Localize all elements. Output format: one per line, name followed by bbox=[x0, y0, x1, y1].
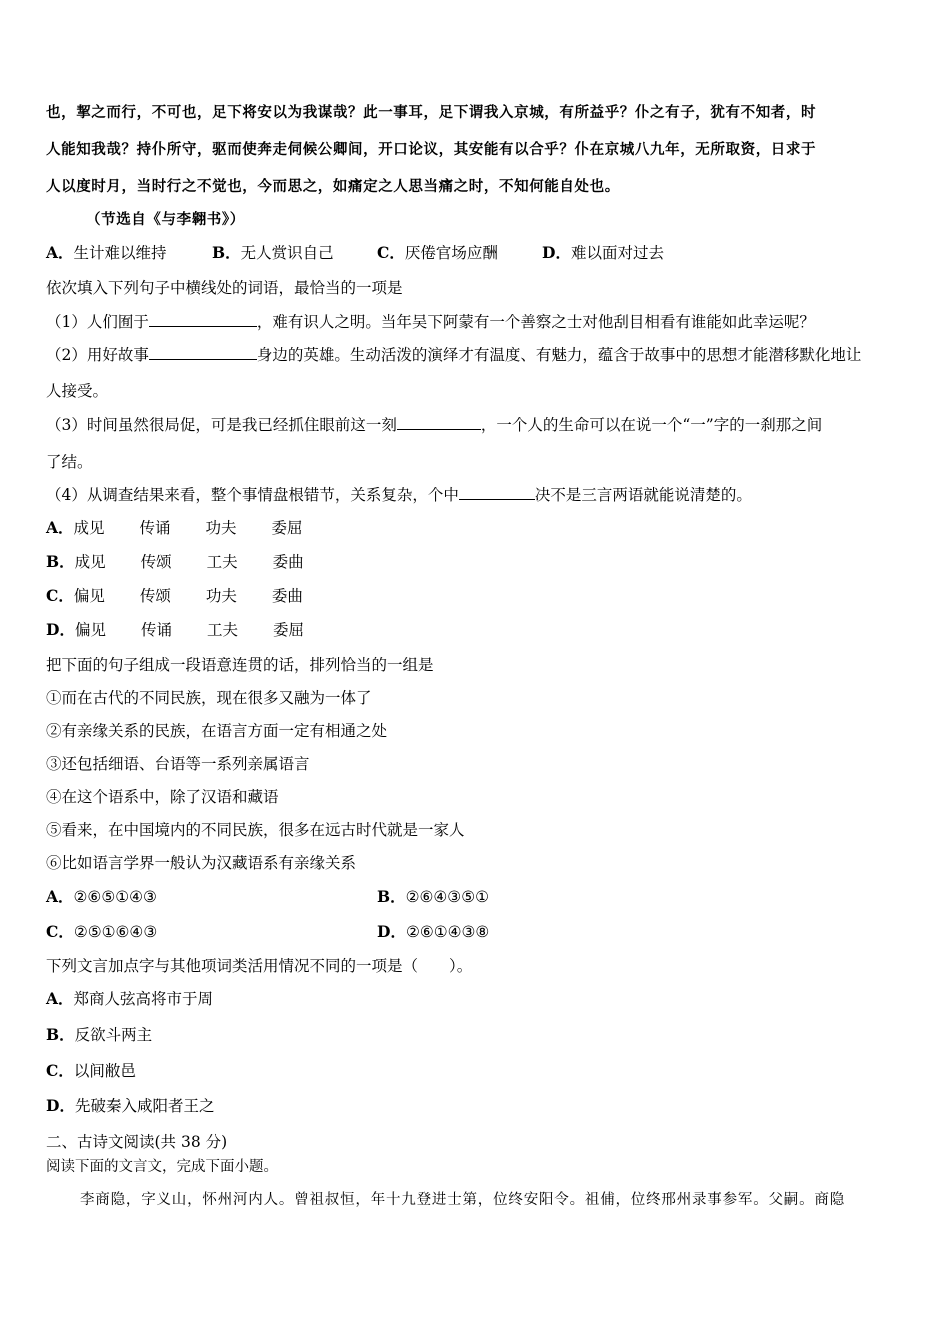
q3-item: ④在这个语系中，除了汉语和藏语 bbox=[46, 788, 279, 806]
q4-option-c: C．以间敝邑 bbox=[46, 1061, 136, 1080]
q2-sentence-1: （1）人们囿于 ，难有识人之明。当年吴下阿蒙有一个善察之士对他刮目相看有谁能如此幸运呢？ bbox=[46, 313, 815, 331]
q3-item: ①而在古代的不同民族，现在很多又融为一体了 bbox=[46, 689, 372, 707]
section-instruction: 阅读下面的文言文，完成下面小题。 bbox=[46, 1159, 278, 1175]
option: A．②⑥⑤①④③ bbox=[46, 887, 157, 906]
q1-options bbox=[46, 243, 664, 263]
q3-options-row-1 bbox=[46, 887, 489, 907]
q2-sentence-4: （4）从调查结果来看，整个事情盘根错节，关系复杂，个中 决不是三言两语就能说清楚的。 bbox=[46, 486, 752, 504]
q2-option-c: C．偏见 传颂 功夫 委曲 bbox=[46, 586, 303, 605]
blank-line bbox=[459, 485, 535, 500]
question-stem: 依次填入下列句子中横线处的词语，最恰当的一项是 bbox=[46, 279, 403, 297]
passage-line: 人以度时月，当时行之不觉也，今而思之，如痛定之人思当痛之时，不知何能自处也。 bbox=[46, 179, 620, 195]
q4-option-a: A．郑商人弦高将市于周 bbox=[46, 989, 214, 1008]
passage-line: 人能知我哉？持仆所守，驱而使奔走伺候公卿间，开口论议，其安能有以合乎？仆在京城八九年，无所取资，日求于 bbox=[46, 142, 817, 158]
q2-option-b: B．成见 传颂 工夫 委曲 bbox=[46, 552, 304, 571]
option: B．②⑥④③⑤① bbox=[377, 887, 489, 906]
q3-item: ⑤看来，在中国境内的不同民族，很多在远古时代就是一家人 bbox=[46, 821, 465, 839]
blank-line bbox=[149, 345, 257, 360]
q3-options-row-2 bbox=[46, 922, 489, 942]
q2-sentence-3-cont: 了结。 bbox=[46, 453, 93, 471]
q2-option-d: D．偏见 传诵 工夫 委屈 bbox=[46, 620, 304, 639]
q4-option-b: B．反欲斗两主 bbox=[46, 1025, 153, 1044]
question-stem: 把下面的句子组成一段语意连贯的话，排列恰当的一组是 bbox=[46, 656, 434, 674]
option: D．②⑥①④③⑧ bbox=[377, 922, 490, 941]
q4-option-d: D．先破秦入咸阳者王之 bbox=[46, 1096, 215, 1115]
q3-item: ②有亲缘关系的民族，在语言方面一定有相通之处 bbox=[46, 722, 388, 740]
passage-source: （节选自《与李翱书》） bbox=[86, 212, 245, 228]
q2-sentence-2: （2）用好故事 身边的英雄。生动活泼的演绎才有温度、有魅力，蕴含于故事中的思想才能潜移默化地让 bbox=[46, 346, 862, 364]
passage-line: 李商隐，字义山，怀州河内人。曾祖叔恒，年十九登进士第，位终安阳令。祖俌，位终邢州录事参军。父嗣。商隐 bbox=[80, 1192, 845, 1208]
q3-item: ⑥比如语言学界一般认为汉藏语系有亲缘关系 bbox=[46, 854, 357, 872]
section-heading: 二、古诗文阅读(共 38 分) bbox=[46, 1133, 228, 1151]
blank-line bbox=[397, 415, 481, 430]
option: B．无人赏识自己 bbox=[212, 243, 334, 262]
q2-option-a: A．成见 传诵 功夫 委屈 bbox=[46, 518, 303, 537]
q2-sentence-2-cont: 人接受。 bbox=[46, 382, 109, 400]
option: C．②⑤①⑥④③ bbox=[46, 922, 158, 941]
q3-item: ③还包括细语、台语等一系列亲属语言 bbox=[46, 755, 310, 773]
q2-sentence-3: （3）时间虽然很局促，可是我已经抓住眼前这一刻 ，一个人的生命可以在说一个“一”字的一刹那之间 bbox=[46, 416, 823, 434]
option: A．生计难以维持 bbox=[46, 243, 167, 262]
option: C．厌倦官场应酬 bbox=[377, 243, 498, 262]
question-stem: 下列文言加点字与其他项词类活用情况不同的一项是（ ）。 bbox=[46, 957, 473, 975]
passage-line: 也，挈之而行，不可也，足下将安以为我谋哉？此一事耳，足下谓我入京城，有所益乎？仆之有子，犹有不知者，时 bbox=[46, 105, 817, 121]
option: D．难以面对过去 bbox=[542, 243, 664, 262]
blank-line bbox=[149, 312, 257, 327]
